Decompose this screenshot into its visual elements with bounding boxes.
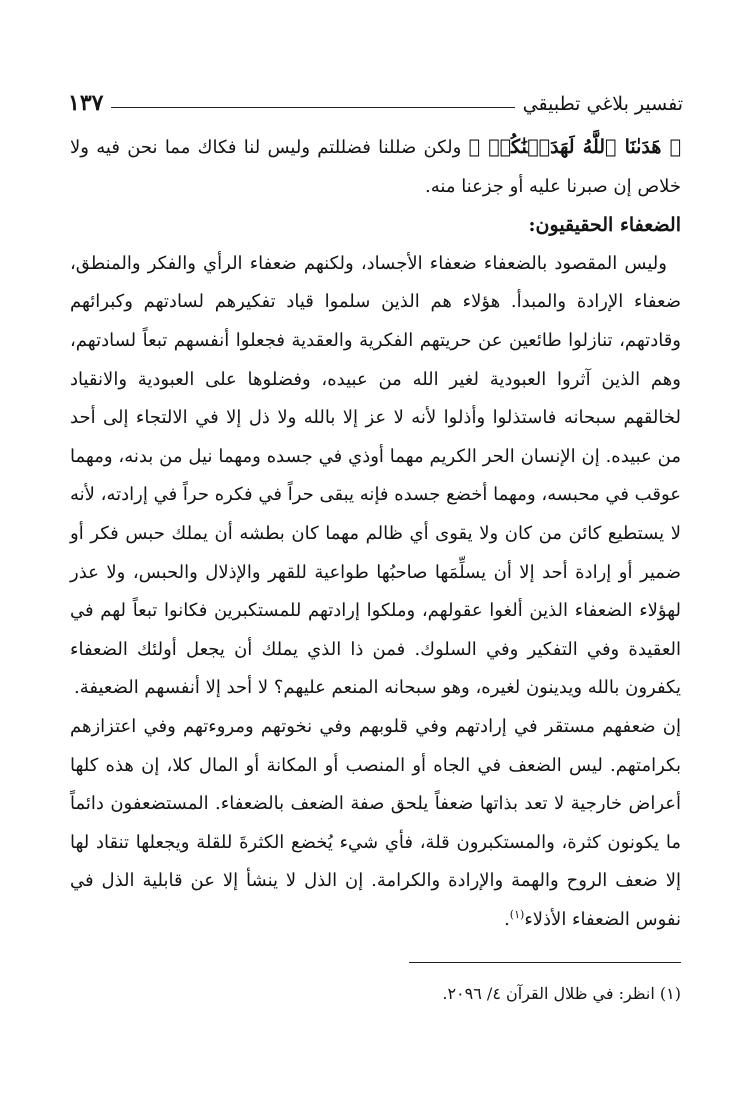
footnote-marker[interactable]: (١) [509,907,525,921]
section-heading: الضعفاء الحقيقيون: [528,214,681,237]
opening-paragraph [70,128,681,206]
header-rule [111,107,514,108]
paragraph-1 [70,245,681,708]
paragraph-2 [70,708,681,940]
running-title: تفسير بلاغي تطبيقي [522,93,683,115]
opening-text: ولكن ضللنا فضللتم وليس لنا فكاك مما نحن فيه ولا خلاص إن صبرنا عليه أو جزعنا منه. [70,137,681,197]
body-text [70,128,681,939]
page-number: ١٣٧ [68,90,104,116]
footnote: (١) انظر: في ظلال القرآن ٤/ ٢٠٩٦. [442,984,681,1003]
paragraph-1-text: وليس المقصود بالضعفاء ضعفاء الأجساد، ولكنهم ضعفاء الرأي والفكر والمنطق، ضعفاء الإرادة والمبدأ. هؤلاء هم الذين سلموا قياد تفكيرهم لسادتهم وكبرائهم وقادتهم، تنازلوا طائعين عن حريتهم الفكرية والعقدية فجعلوا أنفسهم تبعاً لسادتهم، وهم الذين آثروا العبودية لغير الله من عبيده، وفضلوها على العبودية والانقياد لخالقهم سبحانه فاستذلوا وأذلوا لأنه لا عز إلا بالله ولا ذل إلا في الالتجاء إلى أحد من عبيده. إن الإنسان الحر الكريم مهما أوذي في جسده ومهما نيل من بدنه، ومهما عوقب في محبسه، ومهما أخضع جسده فإنه يبقى حراً في فكره حراً في إرادته، لأنه لا يستطيع كائن من كان ولا يقوى أي ظالم مهما كان بطشه أن يملك حبس فكر أو ضمير أو إرادة أحد إلا أن يسلِّمَها صاحبُها طواعية للقهر والإذلال والحبس، ولا عذر لهؤلاء الضعفاء الذين ألغوا عقولهم، وملكوا إرادتهم للمستكبرين فكانوا تبعاً لهم في العقيدة وفي التفكير وفي السلوك. فمن ذا الذي يملك أن يجعل أولئك الضعفاء يكفرون بالله ويدينون لغيره، وهو سبحانه المنعم عليهم؟ لا أحد إلا أنفسهم الضعيفة. [70,252,681,699]
closing-punctuation: . [504,908,510,930]
paragraph-2-text: إن ضعفهم مستقر في إرادتهم وفي قلوبهم وفي نخوتهم ومروءتهم وفي اعتزازهم بكرامتهم. ليس الضعف في الجاه أو المنصب أو المكانة أو المال كلا، إن هذه كلها أعراض خارجية لا تعد بذاتها ضعفاً يلحق صفة الضعف بالضعفاء. المستضعفون دائماً ما يكونون كثرة، والمستكبرون قلة، فأي شيء يُخضع الكثرةَ للقلة ويجعلها تنقاد لها إلا ضعف الروح والهمة والإرادة والكرامة. إن الذل لا ينشأ إلا عن قابلية الذل في نفوس الضعفاء الأذلاء [70,715,681,930]
footnote-separator [409,962,681,963]
page-header [68,82,683,116]
quran-verse: ﴿ هَدَىٰنَا ٱللَّهُ لَهَدَيۡنَٰكُمۡ ﴾ [468,136,681,158]
